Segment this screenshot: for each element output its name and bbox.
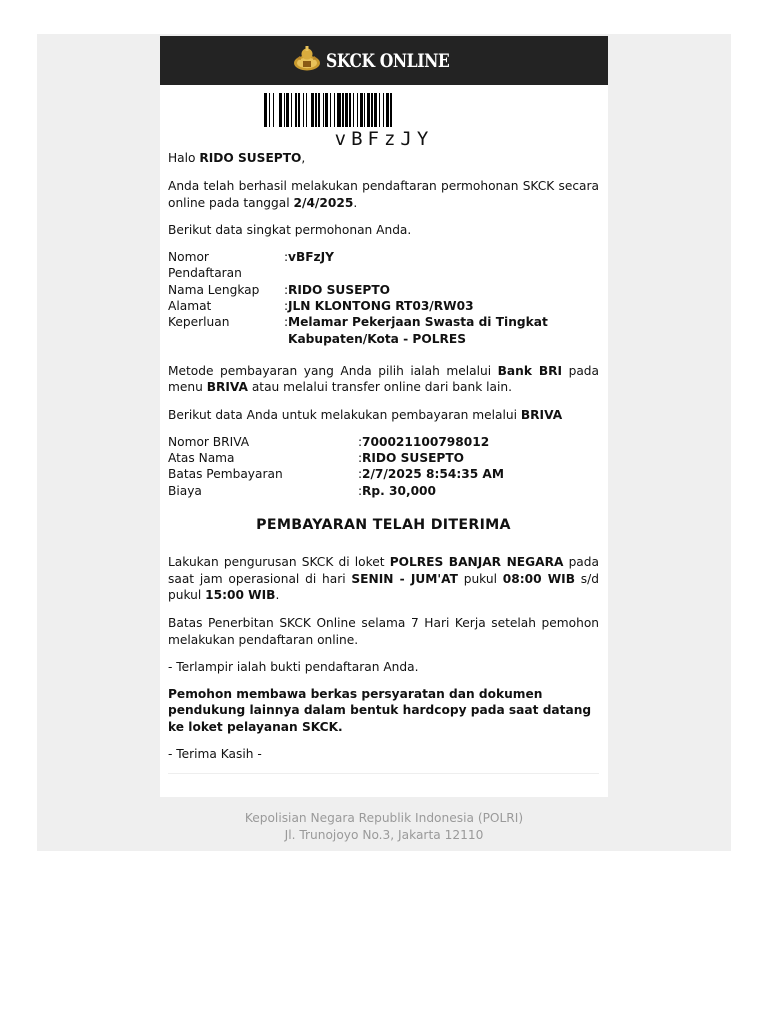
registration-label: Keperluan bbox=[168, 315, 230, 330]
registration-date: 2/4/2025 bbox=[293, 195, 354, 210]
greeting: Halo RIDO SUSEPTO, bbox=[168, 151, 306, 165]
payment-row: Biaya : Rp. 30,000 bbox=[168, 483, 437, 498]
attachment-note: - Terlampir ialah bukti pendaftaran Anda. bbox=[168, 659, 419, 674]
bring-documents-note: Pemohon membawa berkas persyaratan dan dokumen pendukung lainnya dalam bentuk hardcopy pada saat datang ke loket pelayanan SKCK. bbox=[168, 687, 592, 734]
payment-status-heading: PEMBAYARAN TELAH DITERIMA bbox=[256, 517, 511, 534]
payment-method-paragraph: Metode pembayaran yang Anda pilih ialah melalui Bank BRI pada menu BRIVA atau melalui transfer online dari bank lain. bbox=[168, 363, 599, 395]
payment-table bbox=[168, 434, 599, 499]
footer-address: Jl. Trunojoyo No.3, Jakarta 12110 bbox=[284, 827, 484, 842]
registration-label: Nomor Pendaftaran bbox=[168, 250, 242, 281]
issuance-note: Batas Penerbitan SKCK Online selama 7 Hari Kerja setelah pemohon melakukan pendaftaran online. bbox=[168, 616, 599, 647]
registration-row: Nama Lengkap : RIDO SUSEPTO bbox=[168, 282, 391, 297]
payment-value: 700021100798012 bbox=[362, 434, 490, 449]
payment-row: Atas Nama : RIDO SUSEPTO bbox=[168, 451, 465, 466]
payment-value: RIDO SUSEPTO bbox=[362, 451, 465, 466]
registration-label: Alamat bbox=[168, 299, 212, 314]
payment-row: Batas Pembayaran : 2/7/2025 8:54:35 AM bbox=[168, 467, 504, 482]
registration-row: Nomor Pendaftaran : vBFzJY bbox=[168, 250, 335, 281]
registration-table bbox=[168, 249, 599, 347]
email-body bbox=[168, 150, 599, 762]
registration-value: vBFzJY bbox=[288, 250, 335, 265]
payment-value: 2/7/2025 8:54:35 AM bbox=[362, 467, 504, 482]
instructions-paragraph: Lakukan pengurusan SKCK di loket POLRES BANJAR NEGARA pada saat jam operasional di hari SENIN - JUM'AT pukul 08:00 WIB s/d pukul 15:00 WIB. bbox=[168, 555, 599, 602]
barcode-code: vBFzJY bbox=[334, 128, 434, 150]
payment-label: Atas Nama bbox=[168, 451, 235, 466]
registration-row: Alamat : JLN KLONTONG RT03/RW03 bbox=[168, 299, 474, 314]
email-card bbox=[160, 36, 608, 797]
registration-row: Keperluan : Melamar Pekerjaan Swasta di Tingkat Kabupaten/Kota - POLRES bbox=[168, 314, 599, 347]
summary-intro: Berikut data singkat permohonan Anda. bbox=[168, 222, 412, 237]
footer-organization: Kepolisian Negara Republik Indonesia (POLRI) bbox=[244, 811, 524, 825]
email-footer bbox=[37, 810, 731, 843]
payment-intro: Berikut data Anda untuk melakukan pembayaran melalui BRIVA bbox=[168, 407, 563, 422]
registration-value: RIDO SUSEPTO bbox=[288, 282, 391, 297]
registration-value: JLN KLONTONG RT03/RW03 bbox=[288, 299, 474, 314]
registration-label: Nama Lengkap bbox=[168, 282, 260, 297]
payment-label: Batas Pembayaran bbox=[168, 467, 283, 482]
footer-divider bbox=[168, 773, 599, 774]
payment-label: Nomor BRIVA bbox=[168, 434, 250, 449]
payment-value: Rp. 30,000 bbox=[362, 483, 437, 498]
polri-emblem-icon bbox=[292, 45, 322, 77]
brand-title: SKCK ONLINE bbox=[325, 49, 450, 72]
registration-value: Melamar Pekerjaan Swasta di Tingkat Kabupaten/Kota - POLRES bbox=[288, 315, 548, 346]
payment-label: Biaya bbox=[168, 483, 202, 498]
recipient-name: RIDO SUSEPTO bbox=[199, 151, 302, 165]
brand-logo bbox=[292, 45, 477, 77]
email-header bbox=[160, 36, 608, 85]
payment-row: Nomor BRIVA : 700021100798012 bbox=[168, 434, 490, 449]
closing-thanks: - Terima Kasih - bbox=[168, 747, 262, 762]
barcode bbox=[264, 93, 504, 127]
intro-paragraph: Anda telah berhasil melakukan pendaftaran permohonan SKCK secara online pada tanggal 2/4/2025. bbox=[168, 179, 599, 210]
